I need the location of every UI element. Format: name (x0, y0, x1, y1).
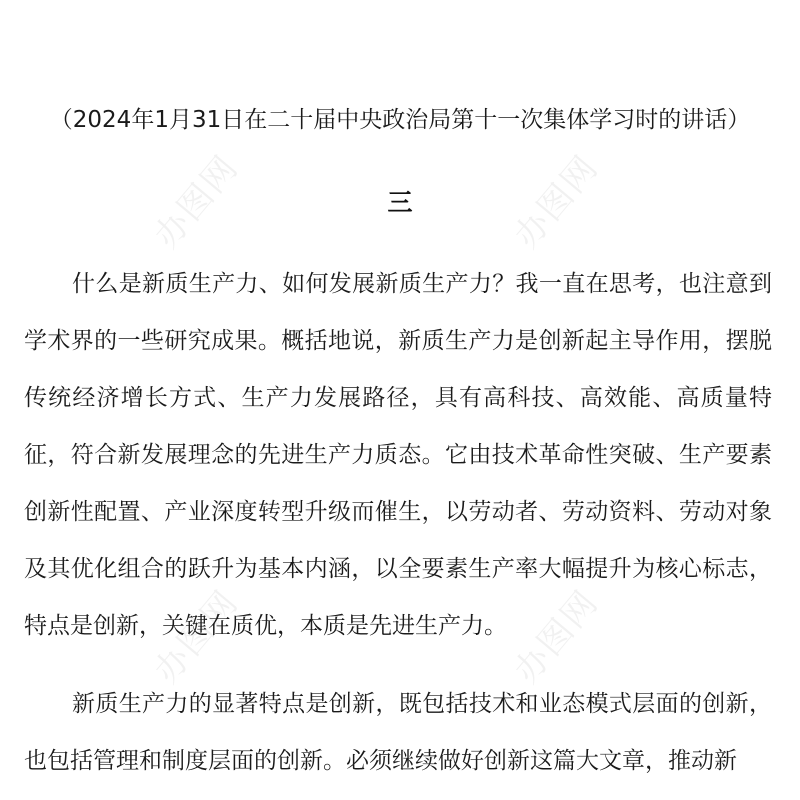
watermark: 办图网 (506, 582, 607, 691)
body-paragraph: 什么是新质生产力、如何发展新质生产力？我一直在思考，也注意到学术界的一些研究成果。概括地说，新质生产力是创新起主导作用，摆脱传统经济增长方式、生产力发展路径，具有高科技、高效能、高质量特征，符合新发展理念的先进生产力质态。它由技术革命性突破、生产要素创新性配置、产业深度转型升级而催生，以劳动者、劳动资料、劳动对象及其优化组合的跃升为基本内涵，以全要素生产率大幅提升为核心标志，特点是创新，关键在质优，本质是先进生产力。 (24, 271, 772, 639)
body-paragraph: 新质生产力的显著特点是创新，既包括技术和业态模式层面的创新，也包括管理和制度层面的创新。必须继续做好创新这篇大文章，推动新 (24, 691, 772, 774)
section-number: 三 (387, 188, 413, 217)
speech-date-subtitle: （2024年1月31日在二十届中央政治局第十一次集体学习时的讲话） (49, 107, 751, 133)
watermark: 办图网 (146, 582, 247, 691)
watermark: 办图网 (506, 147, 607, 256)
watermark: 办图网 (146, 147, 247, 256)
